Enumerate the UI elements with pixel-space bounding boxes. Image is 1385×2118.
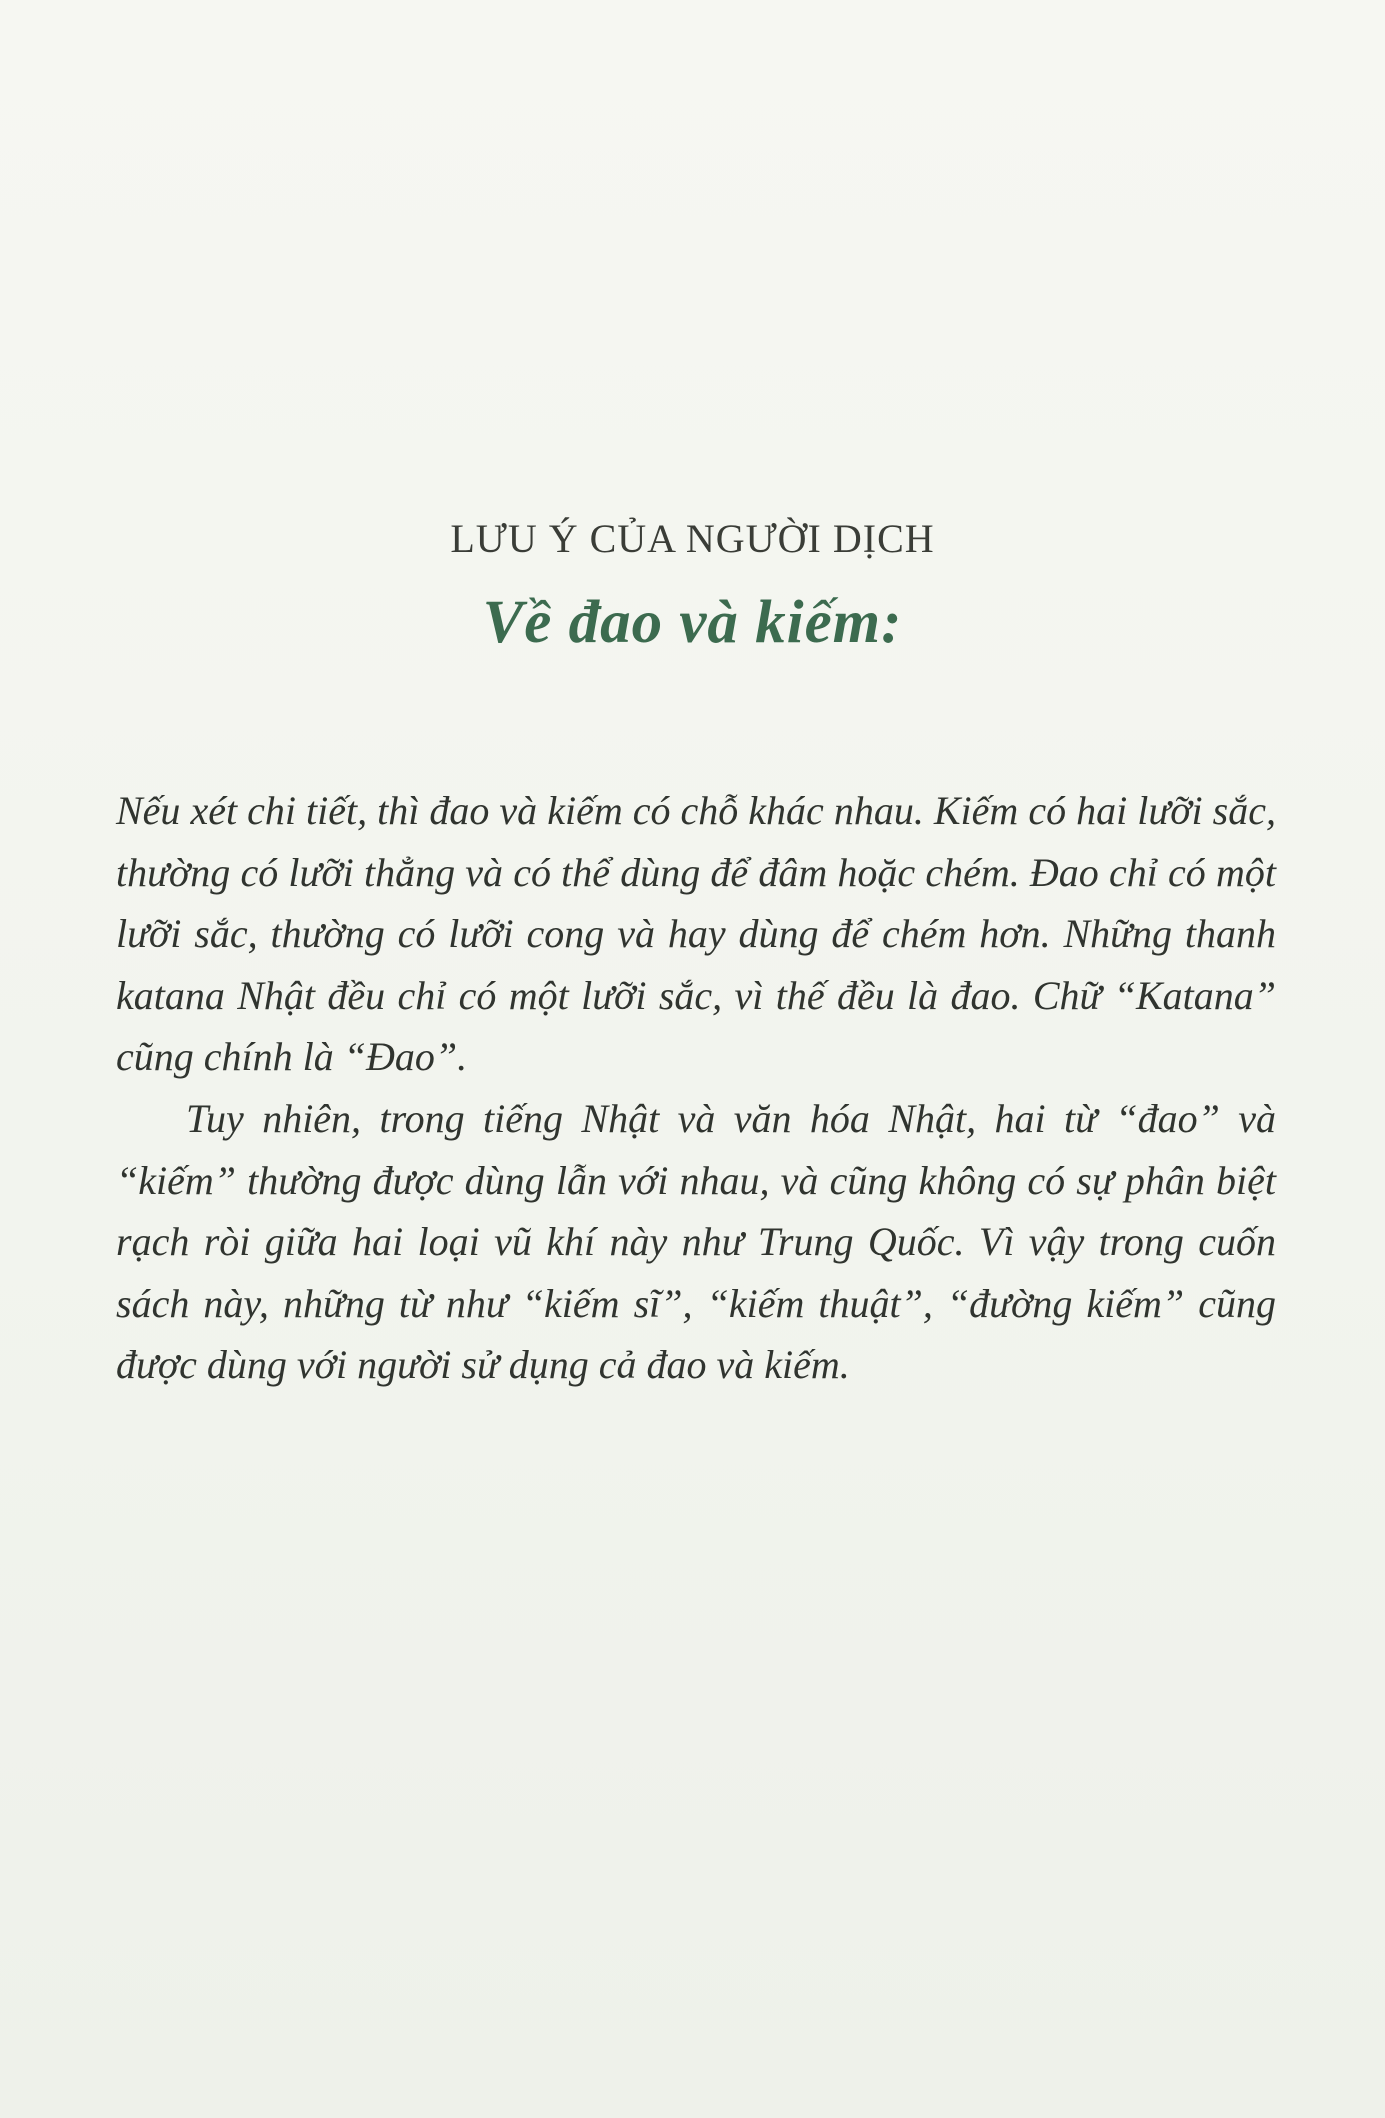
section-heading: LƯU Ý CỦA NGƯỜI DỊCH (450, 516, 935, 561)
body-text (116, 780, 1276, 1396)
paragraph: Nếu xét chi tiết, thì đao và kiếm có chỗ khác nhau. Kiếm có hai lưỡi sắc, thường có lưỡi thẳng và có thể dùng để đâm hoặc chém. Đao chỉ có một lưỡi sắc, thường có lưỡi cong và hay dùng để chém hơn. Những thanh katana Nhật đều chỉ có một lưỡi sắc, vì thế đều là đao. Chữ “Katana” cũng chính là “Đao”. (116, 788, 1276, 1080)
page-title: Về đao và kiếm: (482, 589, 903, 656)
paragraph: Tuy nhiên, trong tiếng Nhật và văn hóa Nhật, hai từ “đao” và “kiếm” thường được dùng lẫn với nhau, và cũng không có sự phân biệt rạch ròi giữa hai loại vũ khí này như Trung Quốc. Vì vậy trong cuốn sách này, những từ như “kiếm sĩ”, “kiếm thuật”, “đường kiếm” cũng được dùng với người sử dụng cả đao và kiếm. (116, 1095, 1276, 1388)
